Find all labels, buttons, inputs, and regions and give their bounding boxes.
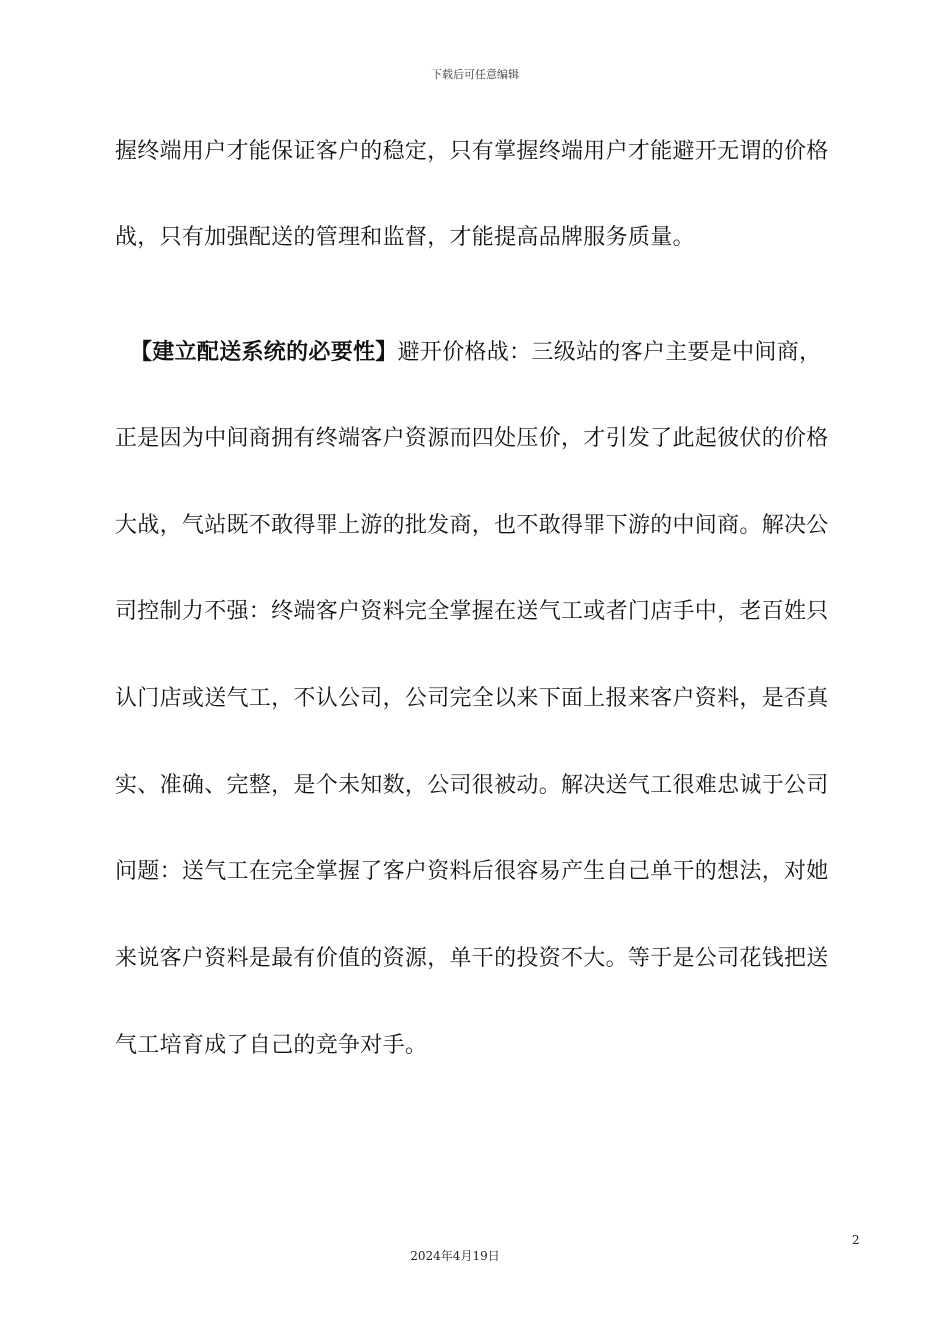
paragraph-line: 认门店或送气工，不认公司，公司完全以来下面上报来客户资料，是否真	[115, 686, 829, 711]
page-header: 下载后可任意编辑	[431, 68, 519, 81]
paragraph-line: 来说客户资料是最有价值的资源，单干的投资不大。等于是公司花钱把送	[115, 946, 829, 971]
body-text	[115, 0, 860, 1344]
paragraph-line-text: 避开价格战：三级站的客户主要是中间商，	[397, 340, 822, 365]
paragraph-line: 问题：送气工在完全掌握了客户资料后很容易产生自己单干的想法，对她	[115, 859, 829, 884]
paragraph-line: 司控制力不强：终端客户资料完全掌握在送气工或者门店手中，老百姓只	[115, 599, 829, 624]
paragraph-line: 握终端用户才能保证客户的稳定，只有掌握终端用户才能避开无谓的价格	[115, 139, 829, 164]
paragraph-line: 实、准确、完整，是个未知数，公司很被动。解决送气工很难忠诚于公司	[115, 773, 829, 798]
paragraph-first-line	[130, 338, 821, 368]
paragraph-line: 大战，气站既不敢得罪上游的批发商，也不敢得罪下游的中间商。解决公	[115, 513, 829, 538]
page-footer-date: 2024年4月19日	[410, 1249, 500, 1263]
paragraph-line: 气工培育成了自己的竞争对手。	[115, 1033, 428, 1058]
paragraph-line: 正是因为中间商拥有终端客户资源而四处压价，才引发了此起彼伏的价格	[115, 426, 829, 451]
section-heading: 【建立配送系统的必要性】	[130, 340, 398, 365]
page-number: 2	[852, 1233, 860, 1247]
paragraph-line: 战，只有加强配送的管理和监督，才能提高品牌服务质量。	[115, 225, 695, 250]
